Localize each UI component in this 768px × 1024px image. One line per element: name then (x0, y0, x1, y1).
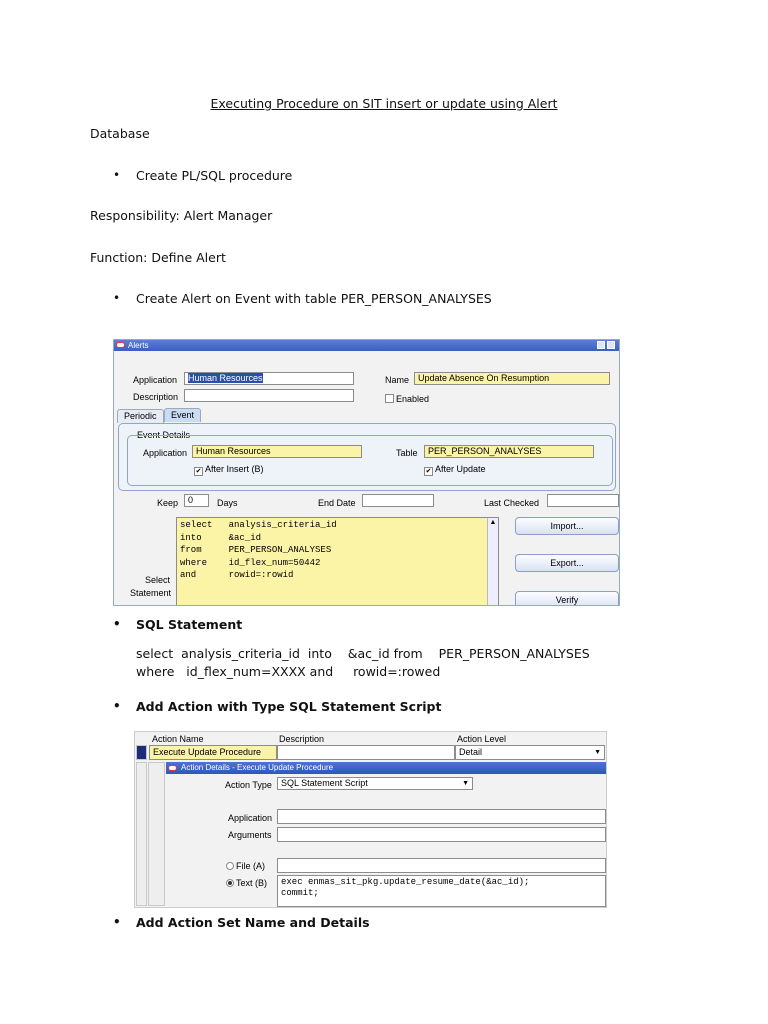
application-field[interactable]: Human Resources (184, 372, 354, 385)
name-label: Name (385, 375, 410, 385)
chevron-down-icon: ▼ (594, 749, 601, 756)
col-description: Description (279, 734, 325, 744)
bullet-add-action-set: • Add Action Set Name and Details (136, 915, 370, 930)
enabled-label: Enabled (396, 394, 430, 404)
text-radio-icon (226, 879, 234, 887)
sql-line-3: from PER_PERSON_ANALYSES (180, 545, 332, 555)
file-radio-label: File (A) (236, 861, 265, 871)
alerts-title-bar (114, 340, 619, 351)
sql-scrollbar[interactable] (487, 518, 498, 606)
file-radio[interactable] (226, 861, 265, 871)
bullet-add-action: • Add Action with Type SQL Statement Script (136, 699, 441, 714)
file-path-field[interactable] (277, 858, 606, 873)
database-heading: Database (90, 126, 150, 141)
export-button[interactable]: Export... (515, 554, 619, 572)
application-label: Application (133, 375, 178, 385)
action-level-value: Detail (459, 747, 483, 757)
after-update-checkbox[interactable] (424, 464, 486, 476)
text-radio[interactable] (226, 878, 267, 888)
keep-label: Keep (157, 498, 179, 508)
select-label: Select (145, 575, 171, 585)
bullet-create-alert: • Create Alert on Event with table PER_PERSON_ANALYSES (136, 291, 492, 306)
after-insert-checkbox[interactable] (194, 464, 264, 476)
sql-line-4: where id_flex_num=50442 (180, 557, 321, 568)
action-type-select[interactable] (277, 777, 473, 790)
alerts-form-window (113, 339, 620, 606)
enabled-checkbox[interactable] (385, 394, 429, 404)
after-insert-checkmark-icon: ✔ (195, 468, 202, 475)
end-date-field[interactable] (362, 494, 434, 507)
row-selector-current[interactable] (136, 745, 147, 760)
last-checked-field[interactable] (547, 494, 619, 507)
last-checked-label: Last Checked (484, 498, 540, 508)
name-field[interactable]: Update Absence On Resumption (414, 372, 610, 385)
after-update-checkmark-icon: ✔ (425, 468, 432, 475)
tab-periodic[interactable]: Periodic (117, 409, 164, 423)
function-line: Function: Define Alert (90, 250, 226, 265)
action-type-label: Action Type (225, 780, 272, 790)
after-insert-label: After Insert (B) (205, 464, 264, 474)
maximize-icon[interactable] (607, 341, 615, 349)
after-update-label: After Update (435, 464, 486, 474)
row-indicator-column (148, 762, 165, 906)
sql-line-1: select analysis_criteria_id (180, 520, 337, 530)
event-application-field[interactable]: Human Resources (192, 445, 362, 458)
import-button[interactable]: Import... (515, 517, 619, 535)
event-details-label: Event Details (137, 430, 191, 440)
scroll-up-icon[interactable]: ▲ (489, 519, 497, 526)
tab-event[interactable]: Event (164, 408, 201, 422)
application-label: Application (228, 813, 273, 823)
row-selector-column (136, 762, 147, 906)
event-tab-panel (118, 423, 616, 491)
script-text-area[interactable] (277, 875, 606, 907)
sql-line-2: into &ac_id (180, 532, 262, 543)
verify-button[interactable]: Verify (515, 591, 619, 606)
days-label: Days (217, 498, 238, 508)
table-label: Table (396, 448, 418, 458)
enabled-checkbox-box (385, 394, 394, 403)
end-date-label: End Date (318, 498, 356, 508)
sql-statement-line-1: select analysis_criteria_id into &ac_id from PER_PERSON_ANALYSES (136, 646, 590, 661)
minimize-icon[interactable] (597, 341, 605, 349)
action-type-value: SQL Statement Script (281, 778, 368, 788)
action-details-title-bar (166, 762, 606, 774)
responsibility-line: Responsibility: Alert Manager (90, 208, 273, 223)
action-form-window (134, 731, 607, 908)
action-description-field[interactable] (277, 745, 455, 760)
oracle-logo-icon (168, 765, 177, 771)
sql-line-5: and rowid=:rowid (180, 570, 294, 580)
action-application-field[interactable] (277, 809, 606, 824)
keep-field[interactable]: 0 (184, 494, 209, 507)
bullet-sql-statement: • SQL Statement (136, 617, 242, 632)
alerts-window-title: Alerts (128, 341, 149, 350)
chevron-down-icon: ▼ (462, 780, 469, 787)
script-line-1: exec enmas_sit_pkg.update_resume_date(&ac_id); (281, 877, 530, 887)
action-level-select[interactable] (455, 745, 605, 760)
arguments-label: Arguments (228, 830, 272, 840)
sql-statement-line-2: where id_flex_num=XXXX and rowid=:rowed (136, 664, 441, 679)
description-field[interactable] (184, 389, 354, 402)
arguments-field[interactable] (277, 827, 606, 842)
action-details-title: Action Details - Execute Update Procedure (181, 763, 334, 772)
action-name-field[interactable]: Execute Update Procedure (149, 745, 277, 760)
event-application-label: Application (143, 448, 188, 458)
statement-label: Statement (130, 588, 172, 598)
script-line-2: commit; (281, 888, 319, 898)
bullet-create-procedure: • Create PL/SQL procedure (136, 168, 292, 183)
col-action-name: Action Name (152, 734, 204, 744)
col-action-level: Action Level (457, 734, 507, 744)
file-radio-icon (226, 862, 234, 870)
description-label: Description (133, 392, 179, 402)
document-title: Executing Procedure on SIT insert or update using Alert (210, 96, 558, 111)
oracle-logo-icon (116, 342, 125, 348)
select-statement-editor[interactable] (176, 517, 499, 606)
text-radio-label: Text (B) (236, 878, 268, 888)
event-details-group (127, 435, 613, 486)
table-field[interactable]: PER_PERSON_ANALYSES (424, 445, 594, 458)
